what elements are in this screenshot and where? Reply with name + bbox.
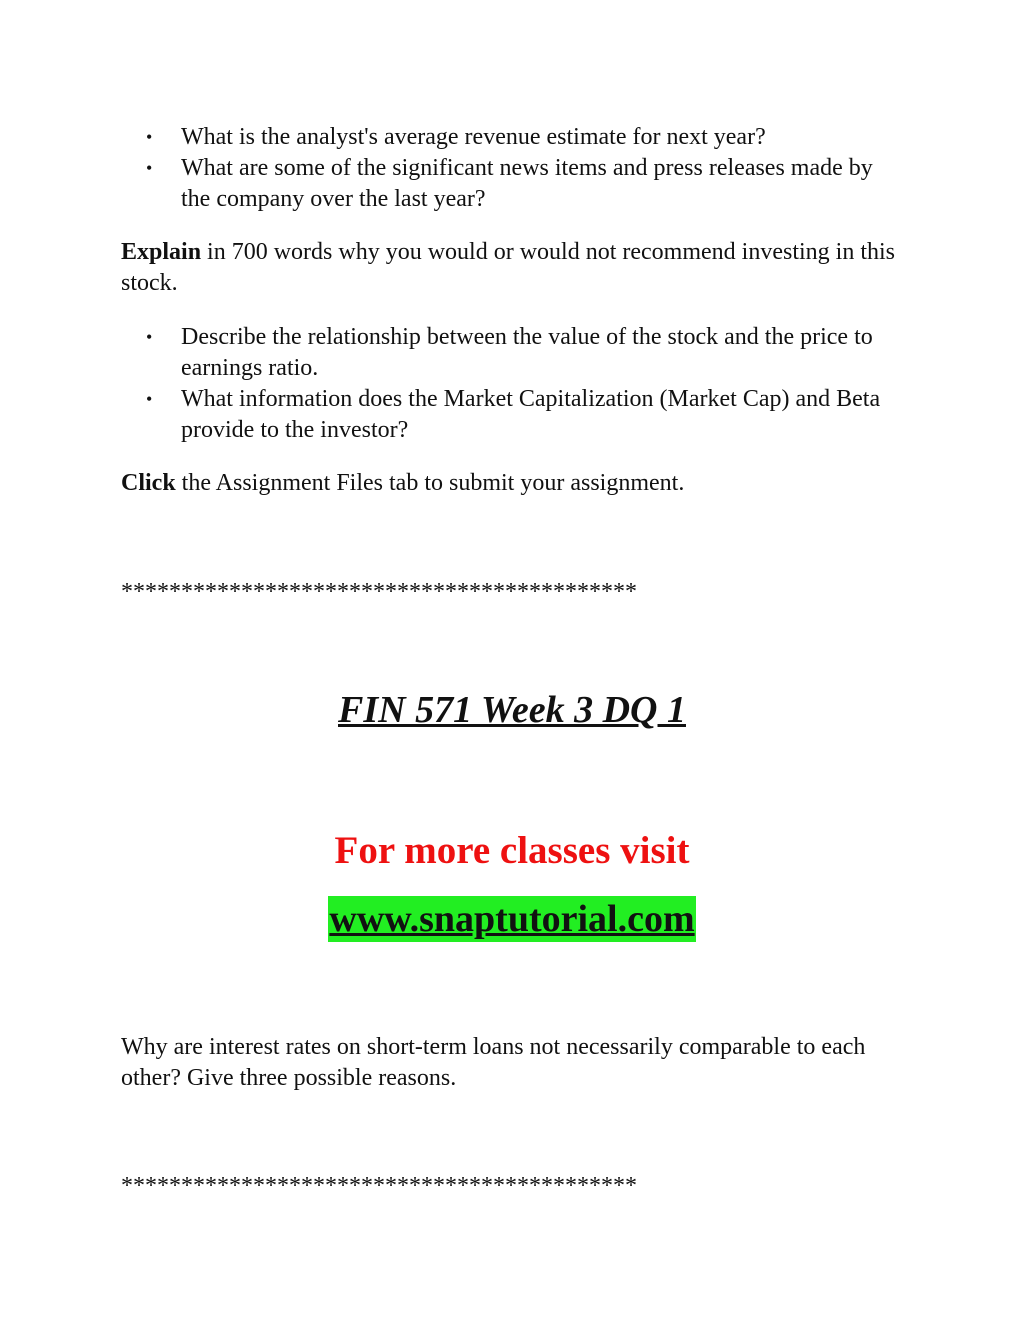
question-paragraph: Why are interest rates on short-term loans not necessarily comparable to each other? Give three possible reasons. [121, 1034, 866, 1091]
list-item [121, 322, 881, 384]
click-text: the Assignment Files tab to submit your assignment. [175, 470, 685, 496]
separator-stars: ******************************************* [121, 580, 637, 604]
list-item [121, 384, 881, 446]
bullet-icon: • [146, 327, 153, 347]
list-item-text: What is the analyst's average revenue estimate for next year? [181, 124, 766, 150]
page-title: FIN 571 Week 3 DQ 1 [338, 689, 686, 731]
click-bold: Click [121, 470, 176, 496]
promo-link-wrapper [0, 896, 1024, 942]
list-item [121, 122, 881, 153]
bullet-list-research [121, 122, 881, 215]
explain-paragraph [121, 237, 901, 299]
explain-bold: Explain [121, 239, 202, 265]
list-item-text: Describe the relationship between the value of the stock and the price to earnings ratio. [181, 324, 873, 381]
promo-text: For more classes visit [334, 829, 690, 872]
list-item-text: What are some of the significant news items and press releases made by the company over the last year? [181, 155, 873, 212]
list-item-text: What information does the Market Capitalization (Market Cap) and Beta provide to the investor? [181, 386, 881, 443]
list-item [121, 153, 881, 215]
explain-text: in 700 words why you would or would not recommend investing in this stock. [121, 239, 895, 296]
bullet-icon: • [146, 389, 153, 409]
click-paragraph [121, 468, 901, 499]
snaptutorial-link[interactable]: www.snaptutorial.com [329, 898, 695, 940]
bullet-icon: • [146, 127, 153, 147]
bullet-icon: • [146, 158, 153, 178]
separator-stars: ******************************************* [121, 1174, 637, 1198]
bullet-list-analysis [121, 322, 881, 446]
